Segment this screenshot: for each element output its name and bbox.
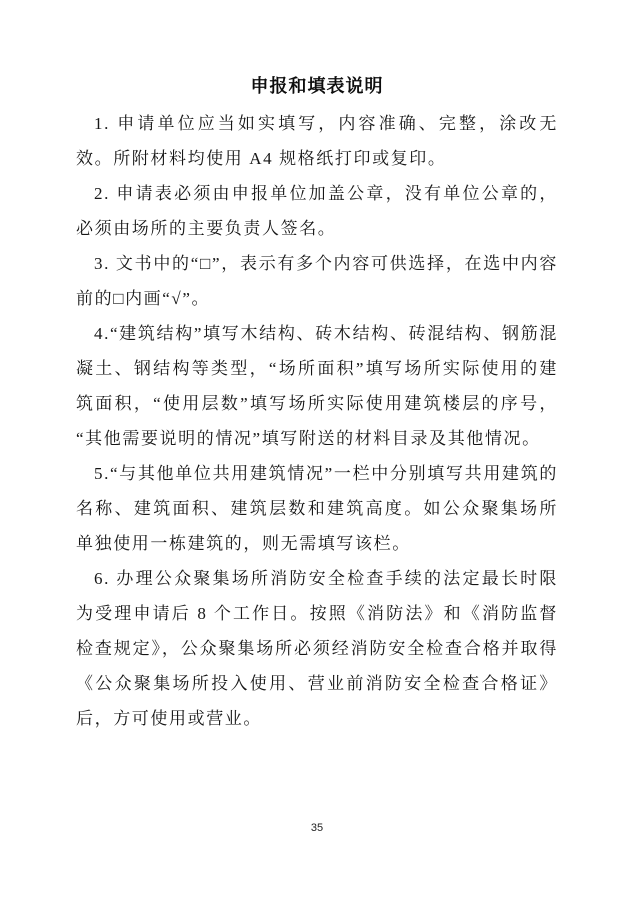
instruction-item-4: 4.“建筑结构”填写木结构、砖木结构、砖混结构、钢筋混凝土、钢结构等类型，“场所面积”填写场所实际使用的建筑面积，“使用层数”填写场所实际使用建筑楼层的序号，“其他需要说明的情况”填写附送的材料目录及其他情况。	[76, 324, 558, 448]
instruction-item-6: 6. 办理公众聚集场所消防安全检查手续的法定最长时限为受理申请后 8 个工作日。按照《消防法》和《消防监督检查规定》，公众聚集场所必须经消防安全检查合格并取得《公众聚集场所投入使用、营业前消防安全检查合格证》后，方可使用或营业。	[76, 569, 558, 728]
instruction-item-3: 3. 文书中的“□”，表示有多个内容可供选择，在选中内容前的□内画“√”。	[76, 254, 558, 308]
page-content	[76, 69, 558, 736]
instruction-item-2: 2. 申请表必须由申报单位加盖公章，没有单位公章的，必须由场所的主要负责人签名。	[76, 184, 558, 238]
instruction-list	[76, 106, 558, 736]
document-title: 申报和填表说明	[250, 76, 384, 96]
instruction-item-1: 1. 申请单位应当如实填写，内容准确、完整，涂改无效。所附材料均使用 A4 规格纸打印或复印。	[76, 114, 558, 168]
page-number: 35	[310, 822, 324, 834]
instruction-item-5: 5.“与其他单位共用建筑情况”一栏中分别填写共用建筑的名称、建筑面积、建筑层数和建筑高度。如公众聚集场所单独使用一栋建筑的，则无需填写该栏。	[76, 464, 558, 553]
